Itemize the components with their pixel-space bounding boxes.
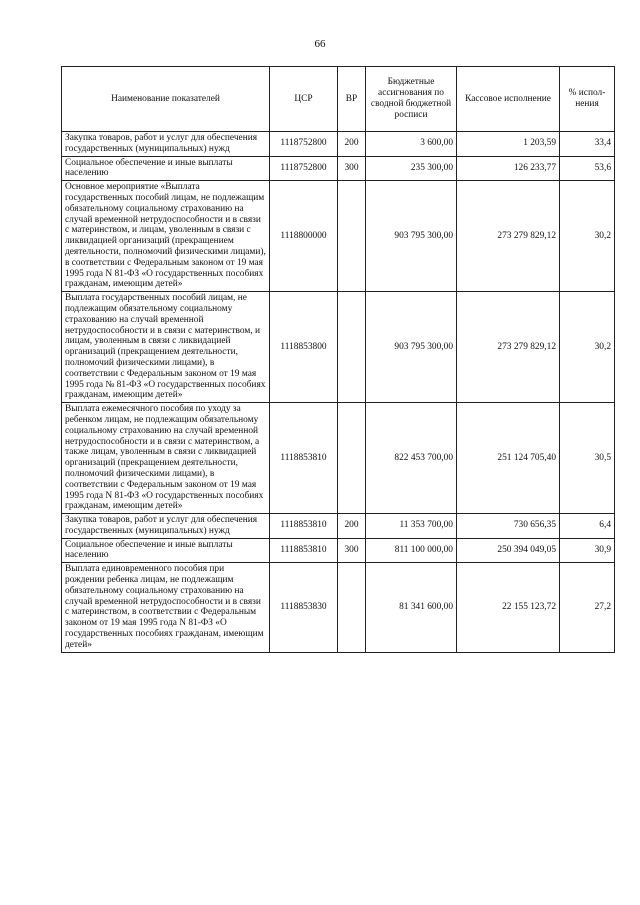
row-pct: 30,9 xyxy=(560,538,615,563)
row-cash: 273 279 829,12 xyxy=(457,181,560,292)
row-pct: 30,5 xyxy=(560,403,615,514)
row-name: Выплата единовременного пособия при рождении ребенка лицам, не подлежащим обязательному социальному страхованию на случай временной нетрудоспособности и в связи с материнством, в соответствии с Федеральным законом от 19 мая 1995 года N 81-ФЗ «О государственных пособиях гражданам, имеющим детей» xyxy=(62,563,270,652)
row-cash: 126 233,77 xyxy=(457,156,560,181)
header-budget: Бюджетные ассигнования по сводной бюджетной росписи xyxy=(366,67,457,132)
row-csr: 1118853830 xyxy=(270,563,338,652)
row-vr xyxy=(338,292,366,403)
row-csr: 1118853810 xyxy=(270,403,338,514)
row-pct: 27,2 xyxy=(560,563,615,652)
table-row xyxy=(62,403,615,514)
row-cash: 730 656,35 xyxy=(457,514,560,539)
table-header-row xyxy=(62,67,615,132)
row-vr: 200 xyxy=(338,514,366,539)
row-vr xyxy=(338,403,366,514)
row-vr: 300 xyxy=(338,538,366,563)
table-row xyxy=(62,132,615,157)
row-budget: 3 600,00 xyxy=(366,132,457,157)
table-row xyxy=(62,181,615,292)
row-cash: 22 155 123,72 xyxy=(457,563,560,652)
row-csr: 1118853810 xyxy=(270,538,338,563)
row-budget: 11 353 700,00 xyxy=(366,514,457,539)
table-row xyxy=(62,156,615,181)
page-number: 66 xyxy=(314,38,326,50)
header-pct: % испол-нения xyxy=(560,67,615,132)
row-pct: 30,2 xyxy=(560,181,615,292)
budget-execution-table xyxy=(61,66,615,653)
row-name: Закупка товаров, работ и услуг для обеспечения государственных (муниципальных) нужд xyxy=(62,132,270,157)
header-cash: Кассовое исполнение xyxy=(457,67,560,132)
row-name: Социальное обеспечение и иные выплаты населению xyxy=(62,538,270,563)
header-name: Наименование показателей xyxy=(62,67,270,132)
row-csr: 1118752800 xyxy=(270,132,338,157)
row-cash: 250 394 049,05 xyxy=(457,538,560,563)
row-vr xyxy=(338,181,366,292)
row-budget: 903 795 300,00 xyxy=(366,292,457,403)
row-vr: 200 xyxy=(338,132,366,157)
table-row xyxy=(62,538,615,563)
row-csr: 1118752800 xyxy=(270,156,338,181)
row-csr: 1118853810 xyxy=(270,514,338,539)
row-cash: 1 203,59 xyxy=(457,132,560,157)
row-name: Выплата государственных пособий лицам, не подлежащим обязательному социальному страхованию на случай временной нетрудоспособности и в связи с материнством, и лицам, уволенным в связи с ликвидацией организаций (прекращением деятельности, полномочий физическими лицами), в соответствии с Федеральным законом от 19 мая 1995 года № 81-ФЗ «О государственных пособиях гражданам, имеющим детей» xyxy=(62,292,270,403)
row-pct: 53,6 xyxy=(560,156,615,181)
row-pct: 30,2 xyxy=(560,292,615,403)
row-budget: 811 100 000,00 xyxy=(366,538,457,563)
header-vr: ВР xyxy=(338,67,366,132)
header-csr: ЦСР xyxy=(270,67,338,132)
row-cash: 273 279 829,12 xyxy=(457,292,560,403)
row-name: Социальное обеспечение и иные выплаты населению xyxy=(62,156,270,181)
row-budget: 81 341 600,00 xyxy=(366,563,457,652)
row-name: Основное мероприятие «Выплата государственных пособий лицам, не подлежащим обязательному социальному страхованию на случай временной нетрудоспособности и в связи с материнством, и лицам, уволенным в связи с ликвидацией организаций (прекращением деятельности, полномочий физическими лицами), в соответствии с Федеральным законом от 19 мая 1995 года N 81-ФЗ «О государственных пособиях гражданам, имеющим детей» xyxy=(62,181,270,292)
row-vr xyxy=(338,563,366,652)
row-cash: 251 124 705,40 xyxy=(457,403,560,514)
row-budget: 235 300,00 xyxy=(366,156,457,181)
row-name: Выплата ежемесячного пособия по уходу за ребенком лицам, не подлежащим обязательному социальному страхованию на случай временной нетрудоспособности и в связи с материнством, а также лицам, уволенным в связи с ликвидацией организаций (прекращением деятельности, полномочий физическими лицами), в соответствии с Федеральным законом от 19 мая 1995 года N 81-ФЗ «О государственных пособиях гражданам, имеющим детей» xyxy=(62,403,270,514)
row-budget: 822 453 700,00 xyxy=(366,403,457,514)
row-pct: 33,4 xyxy=(560,132,615,157)
row-csr: 1118853800 xyxy=(270,292,338,403)
row-name: Закупка товаров, работ и услуг для обеспечения государственных (муниципальных) нужд xyxy=(62,514,270,539)
row-vr: 300 xyxy=(338,156,366,181)
row-csr: 1118800000 xyxy=(270,181,338,292)
row-pct: 6,4 xyxy=(560,514,615,539)
row-budget: 903 795 300,00 xyxy=(366,181,457,292)
table-row xyxy=(62,514,615,539)
table-row xyxy=(62,563,615,652)
table-row xyxy=(62,292,615,403)
